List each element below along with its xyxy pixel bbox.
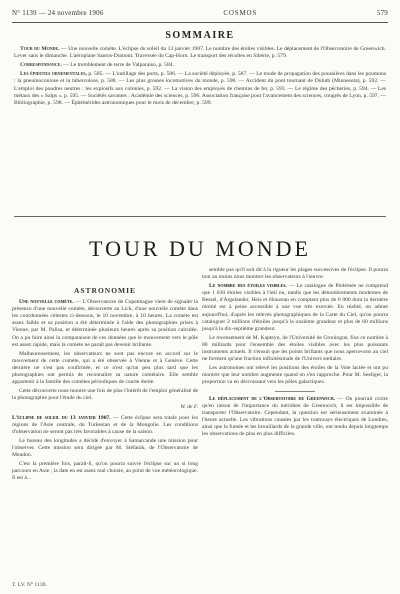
- right-column: [202, 267, 388, 440]
- article-heading: Le nombre des étoiles visibles.: [209, 283, 287, 290]
- article-text: — Cette éclipse sera totale pour les régions de l'Asie centrale, du Turkestan et de la Mongolie. Les conditions d'observation ne seront pas très favorables à cause de la saison.: [12, 414, 198, 435]
- article-paragraph: [202, 335, 388, 363]
- article-text: Le bureau des longitudes a décidé d'envoyer à Samarcande une mission pour l'observer. Cette mission sera dirigée par M. Stéfanik, de l'Observatoire de Meudon.: [12, 437, 198, 458]
- sommaire-paragraph: [14, 62, 386, 69]
- sommaire-lead: Les épidotes ornementales,: [20, 71, 87, 78]
- article-text: Les astronomes ont relevé les positions des étoiles de la Voie lactée et ont pu montrer que leur nombre augmente quand on s'en rapproche. Pour M. Seeliger, la proportion va en décroissant vers les pôles galactiques.: [202, 365, 388, 386]
- article-text: — Le catalogue de Ptolémée ne comprend que 1 030 étoiles visibles à l'œil nu, tandis que les dénombrements modernes de Bessel, d'Argelander, Heis et Houzeau en comptent plus de 6 000 dont la dernière moitié est à peine accessible à une vue très exercée. En réalité, on admet aujourd'hui, d'après les relevés photographiques de la Carte du Ciel, qu'on pourra cataloguer 2 millions d'étoiles jusqu'à la onzième grandeur et plus de 60 millions jusqu'à la dix-septième grandeur.: [202, 283, 388, 332]
- article-paragraph: [202, 365, 388, 386]
- article-text: Cette découverte nous montre une fois de plus l'intérêt de l'emploi généralisé de la photographie pour l'étude du ciel.: [12, 388, 198, 402]
- running-header: [12, 9, 388, 23]
- sommaire-text: — Le tremblement de terre de Valparaiso, p. 584.: [61, 62, 174, 69]
- article-text: — On pourrait croire qu'en raison de l'importance du méridien de Greenwich, il est impossible de transporter l'Observatoire. Cependant, la question est sérieusement examinée à l'heure actuelle. Les vibrations causées par les tramways électriques de Londres, ainsi que la fumée et les brouillards de la grande ville, ont rendu depuis longtemps les observations de plus en plus difficiles.: [202, 395, 388, 437]
- article-heading: Une nouvelle comète.: [19, 299, 74, 306]
- sommaire-divider: [14, 216, 386, 217]
- article-paragraph: [12, 438, 198, 459]
- article-paragraph: [12, 388, 198, 402]
- article-heading: Le déplacement de l'Observatoire de Greenwich.: [209, 395, 335, 402]
- rubric-heading: ASTRONOMIE: [73, 286, 137, 295]
- article-paragraph: [12, 461, 198, 482]
- left-column: [12, 282, 198, 484]
- sommaire-text: p. 585. — L'outillage des ports, p. 586. — La société déployée, p. 587. — Le mode de propagation des poussières dans les poumons : la pneumoconiose et la tuberculose, p. 588. — Les plus grosses locomotives du monde, p. 590. — Accident du pont tournant de Duluth (Minnesota), p. 592. — L'emploi des poudres neutres : les explosifs aux colonies, p. 592. — La vision des employés de chemins de fer, p. 593. — Le régime des pêcheries, p. 594. — Les métaux des « Salps », p. 595. — Sociétés savantes : Académie des sciences, p. 596. Association française pour l'avancement des sciences, congrès de Lyon, p. 597. — Bibliographie, p. 598. — Éphémérides astronomiques pour le mois de décembre, p. 599.: [14, 71, 386, 107]
- sommaire-lead: Tour du Monde.: [20, 46, 60, 52]
- section-title: TOUR DU MONDE: [89, 236, 311, 261]
- article-text: semble pas qu'il soit dit à la rigueur les plages successives de l'éclipse. Il pourra tout au moins nous montrer les observateurs à l'œuvre.: [202, 267, 388, 281]
- article-heading: L'éclipse de soleil du 13 janvier 1907.: [12, 414, 111, 421]
- article-text: — L'Observatoire de Copenhague vient de signaler la présence d'une nouvelle comète, découverte au Lick, d'une nouvelle comète dans les coordonnées célestes ci-dessous, le 10 novembre, à 10 heures. La comète est assez faible et sa position a été déterminée à l'aide des photographies prises à Vienne, par M. Palisa, et déterminée plusieurs heures après sa position calculée. On a pu faire ainsi la comparaison de ces données que le mouvement vers le pôle est assez rapide, mais la comète ne paraît pas devenir brillante.: [12, 299, 199, 348]
- article-text: Malheureusement, les observateurs ne sont pas encore en accord sur le mouvement de cette comète, qui a été observée à Vienne et à Genève. Cette dernière ne s'est pas confirmée, et ce n'est qu'un peu plus tard que les photographies ont permis de reconnaître sa nature cométaire. Elle semble appartenir à la famille des comètes périodiques de courte durée.: [12, 350, 198, 386]
- article-paragraph: [202, 267, 388, 281]
- journal-name: COSMOS: [223, 9, 258, 17]
- header-divider: [12, 22, 388, 23]
- sommaire-text: — Une nouvelle comète. L'éclipse du soleil du 13 janvier 1907. Le nombre des étoiles visibles. Le déplacement de l'Observatoire de Greenwich. Lever sans le dimanche. L'aéroplane Santos-Dumont. Traversée du Cap-Horn. Le transport des récoltes en Sibérie, p. 579.: [14, 46, 387, 60]
- article-text: Le recensement de M. Kapteyn, de l'Université de Groningue, fixe ce nombre à 80 milliards pour l'ensemble des étoiles visibles avec les plus puissants instruments actuels. Il s'ensuit que les points brillants que nous apercevons au ciel ne forment qu'une fraction infinitésimale de l'Univers stellaire.: [202, 334, 388, 363]
- sommaire-title: SOMMAIRE: [165, 30, 235, 41]
- sommaire-lead: Correspondance.: [20, 62, 62, 69]
- page-number: 579: [376, 9, 388, 17]
- article-paragraph: [12, 415, 198, 436]
- issue-info: N° 1139 — 24 novembre 1906: [12, 9, 104, 17]
- sommaire-paragraph: [14, 46, 386, 61]
- article-paragraph: [12, 351, 198, 386]
- article-paragraph: [202, 283, 388, 333]
- sommaire-paragraph: [14, 71, 386, 107]
- page-footer: T. LV. N° 1139.: [12, 582, 47, 588]
- sommaire-body: [14, 46, 386, 109]
- article-paragraph: [12, 299, 198, 349]
- article-paragraph: [202, 396, 388, 439]
- column-separator: [275, 391, 315, 392]
- article-text: C'est la première fois, paraît-il, qu'on pourra suivre l'éclipse sur un si long parcours en Asie ; la date en est assez mal choisie, au point de vue météorologique. Il est à...: [12, 461, 198, 482]
- author-signature: W. de F.: [180, 404, 198, 411]
